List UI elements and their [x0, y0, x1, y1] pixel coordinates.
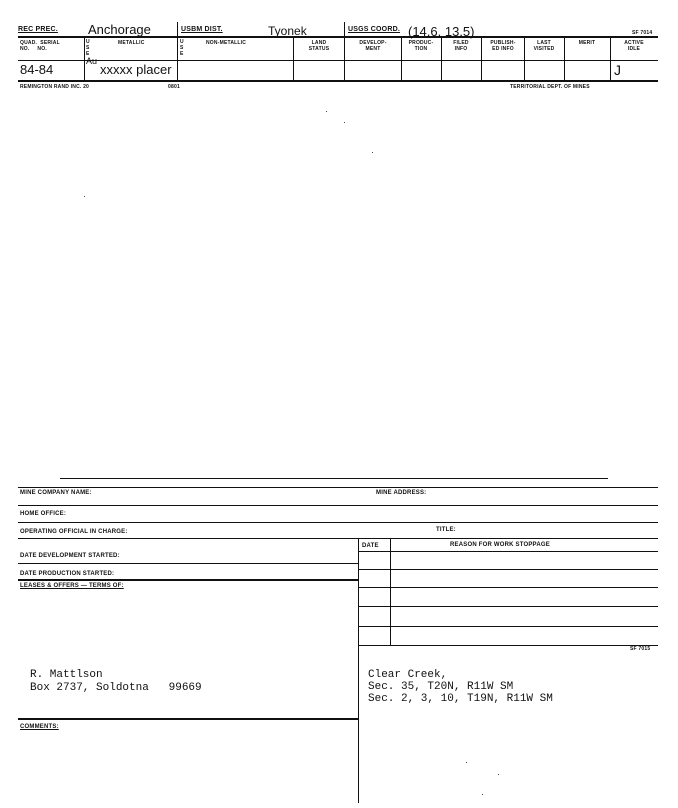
- col-metallic: METALLIC: [118, 40, 145, 46]
- owner-address: Box 2737, Soldotna 99669: [30, 682, 202, 694]
- col-nonmetallic-u: U S E: [180, 39, 184, 57]
- col-nonmetallic: NON-METALLIC: [206, 40, 247, 46]
- divider: [358, 551, 658, 552]
- usbm-dist-label: USBM DIST.: [181, 26, 223, 33]
- col-metallic-u: U S E: [86, 39, 90, 57]
- divider: [358, 606, 658, 607]
- divider: [18, 487, 658, 488]
- divider: [84, 37, 85, 80]
- divider: [177, 22, 178, 80]
- location-line-2: Sec. 35, T20N, R11W SM: [368, 681, 514, 693]
- title-label: TITLE:: [436, 527, 456, 533]
- usgs-coord-label: USGS COORD.: [348, 26, 400, 33]
- printer-mark: REMINGTON RAND INC. 20: [20, 84, 90, 90]
- divider: [18, 579, 358, 581]
- printer-code: 0801: [168, 84, 180, 90]
- operating-official-label: OPERATING OFFICIAL IN CHARGE:: [20, 529, 128, 535]
- department-mark: TERRITORIAL DEPT. OF MINES: [510, 84, 590, 90]
- record-metallic-value: xxxxx placer: [100, 62, 172, 77]
- reason-col-header: REASON FOR WORK STOPPAGE: [450, 542, 550, 548]
- divider: [293, 37, 294, 80]
- location-line-3: Sec. 2, 3, 10, T19N, R11W SM: [368, 693, 553, 705]
- record-quad-serial: 84-84: [20, 62, 54, 77]
- date-production-label: DATE PRODUCTION STARTED:: [20, 571, 115, 577]
- usbm-dist-value: Tyonek: [268, 24, 307, 38]
- col-land-status: LAND STATUS: [308, 40, 330, 52]
- divider: [358, 645, 658, 646]
- rec-prec-label: REC PREC.: [18, 26, 58, 33]
- divider: [18, 718, 358, 720]
- col-merit: MERIT: [578, 40, 596, 46]
- date-development-label: DATE DEVELOPMENT STARTED:: [20, 553, 120, 559]
- lower-form-number: SF 7015: [630, 646, 651, 652]
- col-published-info: PUBLISH- ED INFO: [490, 40, 516, 52]
- usgs-coord-value: (14.6, 13.5): [408, 24, 475, 39]
- col-filed-info: FILED INFO: [453, 40, 469, 52]
- leases-label: LEASES & OFFERS — TERMS OF:: [20, 583, 124, 589]
- record-active-mark: J: [614, 62, 621, 78]
- divider: [18, 522, 658, 523]
- mine-company-name-label: MINE COMPANY NAME:: [20, 490, 92, 496]
- location-line-1: Clear Creek,: [368, 669, 448, 681]
- record-row-underline: [18, 80, 658, 82]
- record-metallic-code: Au: [86, 56, 98, 66]
- divider: [358, 626, 658, 627]
- divider: [358, 538, 359, 645]
- divider: [358, 569, 658, 570]
- col-active-idle: ACTIVE IDLE: [624, 40, 644, 52]
- owner-name: R. Mattlson: [30, 669, 103, 681]
- form-top-edge: [60, 478, 608, 479]
- col-development: DEVELOP- MENT: [359, 40, 387, 52]
- divider: [18, 563, 358, 564]
- divider: [390, 538, 391, 645]
- home-office-label: HOME OFFICE:: [20, 511, 67, 517]
- col-quad-serial: QUAD. SERIAL NO. NO.: [20, 40, 60, 52]
- divider: [344, 22, 345, 80]
- rec-prec-value: Anchorage: [88, 22, 151, 37]
- col-last-visited: LAST VISITED: [533, 40, 555, 52]
- header-row-underline: [18, 60, 658, 61]
- divider: [610, 37, 611, 80]
- form-number: SF 7014: [632, 30, 653, 36]
- mine-address-label: MINE ADDRESS:: [376, 490, 427, 496]
- col-production: PRODUC- TION: [408, 40, 434, 52]
- divider: [18, 538, 658, 539]
- divider: [18, 505, 658, 506]
- date-col-header: DATE: [362, 543, 379, 549]
- divider: [358, 645, 359, 803]
- divider: [358, 587, 658, 588]
- comments-label: COMMENTS:: [20, 724, 59, 730]
